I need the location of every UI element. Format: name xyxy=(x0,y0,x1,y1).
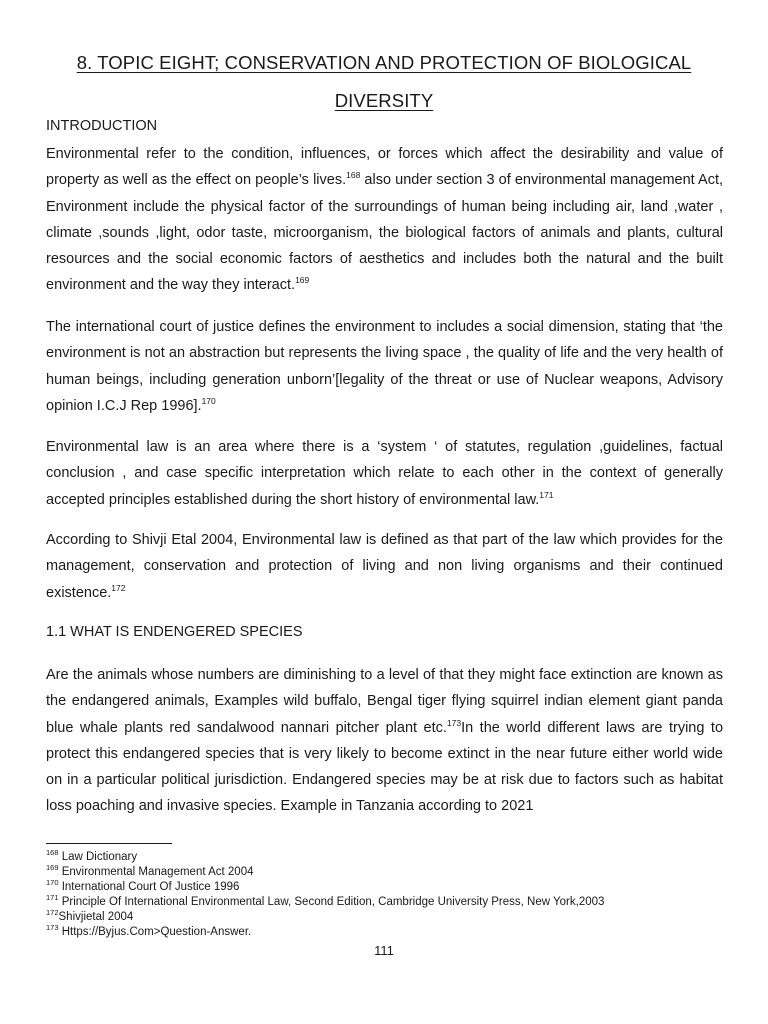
footnote-number: 173 xyxy=(46,923,59,933)
footnote-item xyxy=(46,925,736,940)
footnote-number: 172 xyxy=(46,908,59,918)
footnote-item xyxy=(46,910,736,925)
paragraph-text: In the world different laws are trying to protect this endangered species that is very likely to become extinct in the near future either world wide on in a particular political jurisdiction. Endangered species may be at risk due to factors such as habitat loss poaching and invasive species. Example in Tanzania according to 2021 xyxy=(46,719,724,815)
paragraph-environmental-law xyxy=(46,434,723,513)
introduction-heading: INTRODUCTION xyxy=(46,118,158,134)
footnote-ref[interactable]: 168 xyxy=(346,170,361,181)
paragraph-shivji-definition xyxy=(46,527,723,606)
paragraph-text: Environmental law is an area where there is a ‘system ‘ of statutes, regulation ,guidelines, factual conclusion , and case specific interpretation which relate to each other in the context of generally accepted principles established during the short history of environmental law. xyxy=(46,439,723,508)
footnote-text: International Court Of Justice 1996 xyxy=(58,881,240,893)
footnote-number: 168 xyxy=(46,848,59,858)
paragraph-text: also under section 3 of environmental management Act, Environment include the physical factor of the surroundings of human being including air, land ,water , climate ,sounds ,light, odor taste, microorganism, the biological factors of animals and plants, cultural resources and the social economic factors of aesthetics and includes both the natural and the built environment and the way they interact. xyxy=(46,172,723,294)
footnote-number: 170 xyxy=(46,878,59,888)
footnote-ref[interactable]: 171 xyxy=(539,489,554,500)
paragraph-text: The international court of justice defines the environment to includes a social dimension, stating that ‘the environment is not an abstraction but represents the living space , the quality of life and the very health of human beings, including generation unborn’[legality of the threat or use of Nuclear weapons, Advisory opinion I.C.J Rep 1996]. xyxy=(46,319,723,414)
footnote-ref[interactable]: 169 xyxy=(295,275,310,286)
paragraph-endangered-species xyxy=(46,662,723,820)
paragraph-icj-definition xyxy=(46,314,723,419)
paragraph-environment-definition xyxy=(46,141,723,299)
footnote-text: Https://Byjus.Com>Question-Answer. xyxy=(58,926,252,938)
footnote-item xyxy=(46,895,736,910)
page-number: 111 xyxy=(374,943,394,958)
page-title: 8. TOPIC EIGHT; CONSERVATION AND PROTECTION OF BIOLOGICAL DIVERSITY xyxy=(76,52,692,111)
footnote-text: Law Dictionary xyxy=(58,851,138,863)
footnote-text: Environmental Management Act 2004 xyxy=(58,866,254,878)
footnote-item xyxy=(46,880,736,895)
footnote-ref[interactable]: 173 xyxy=(446,717,462,728)
footnote-divider xyxy=(46,843,172,844)
paragraph-text: Environmental refer to the condition, influences, or forces which affect the desirability and value of property as well as the effect on people’s lives. xyxy=(46,146,723,189)
footnote-text: Shivjietal 2004 xyxy=(58,911,134,923)
footnote-item xyxy=(46,865,736,880)
footnote-item xyxy=(46,850,736,865)
footnote-number: 171 xyxy=(46,893,59,903)
footnote-ref[interactable]: 172 xyxy=(111,582,126,593)
footnote-number: 169 xyxy=(46,863,59,873)
paragraph-text: Are the animals whose numbers are diminishing to a level of that they might face extinction are known as the endangered animals, Examples wild buffalo, Bengal tiger flying squirrel indian element giant panda blue whale plants red sandalwood nannari pitcher plant etc. xyxy=(46,667,723,736)
paragraph-text: According to Shivji Etal 2004, Environmental law is defined as that part of the law which provides for the management, conservation and protection of living and non living organisms and their continued existence. xyxy=(46,532,723,601)
section-heading-endangered-species: 1.1 WHAT IS ENDENGERED SPECIES xyxy=(46,624,303,640)
footnote-ref[interactable]: 170 xyxy=(201,396,216,407)
footnotes-list xyxy=(46,850,736,940)
footnote-text: Principle Of International Environmental Law, Second Edition, Cambridge University Press, New York,2003 xyxy=(58,896,605,908)
